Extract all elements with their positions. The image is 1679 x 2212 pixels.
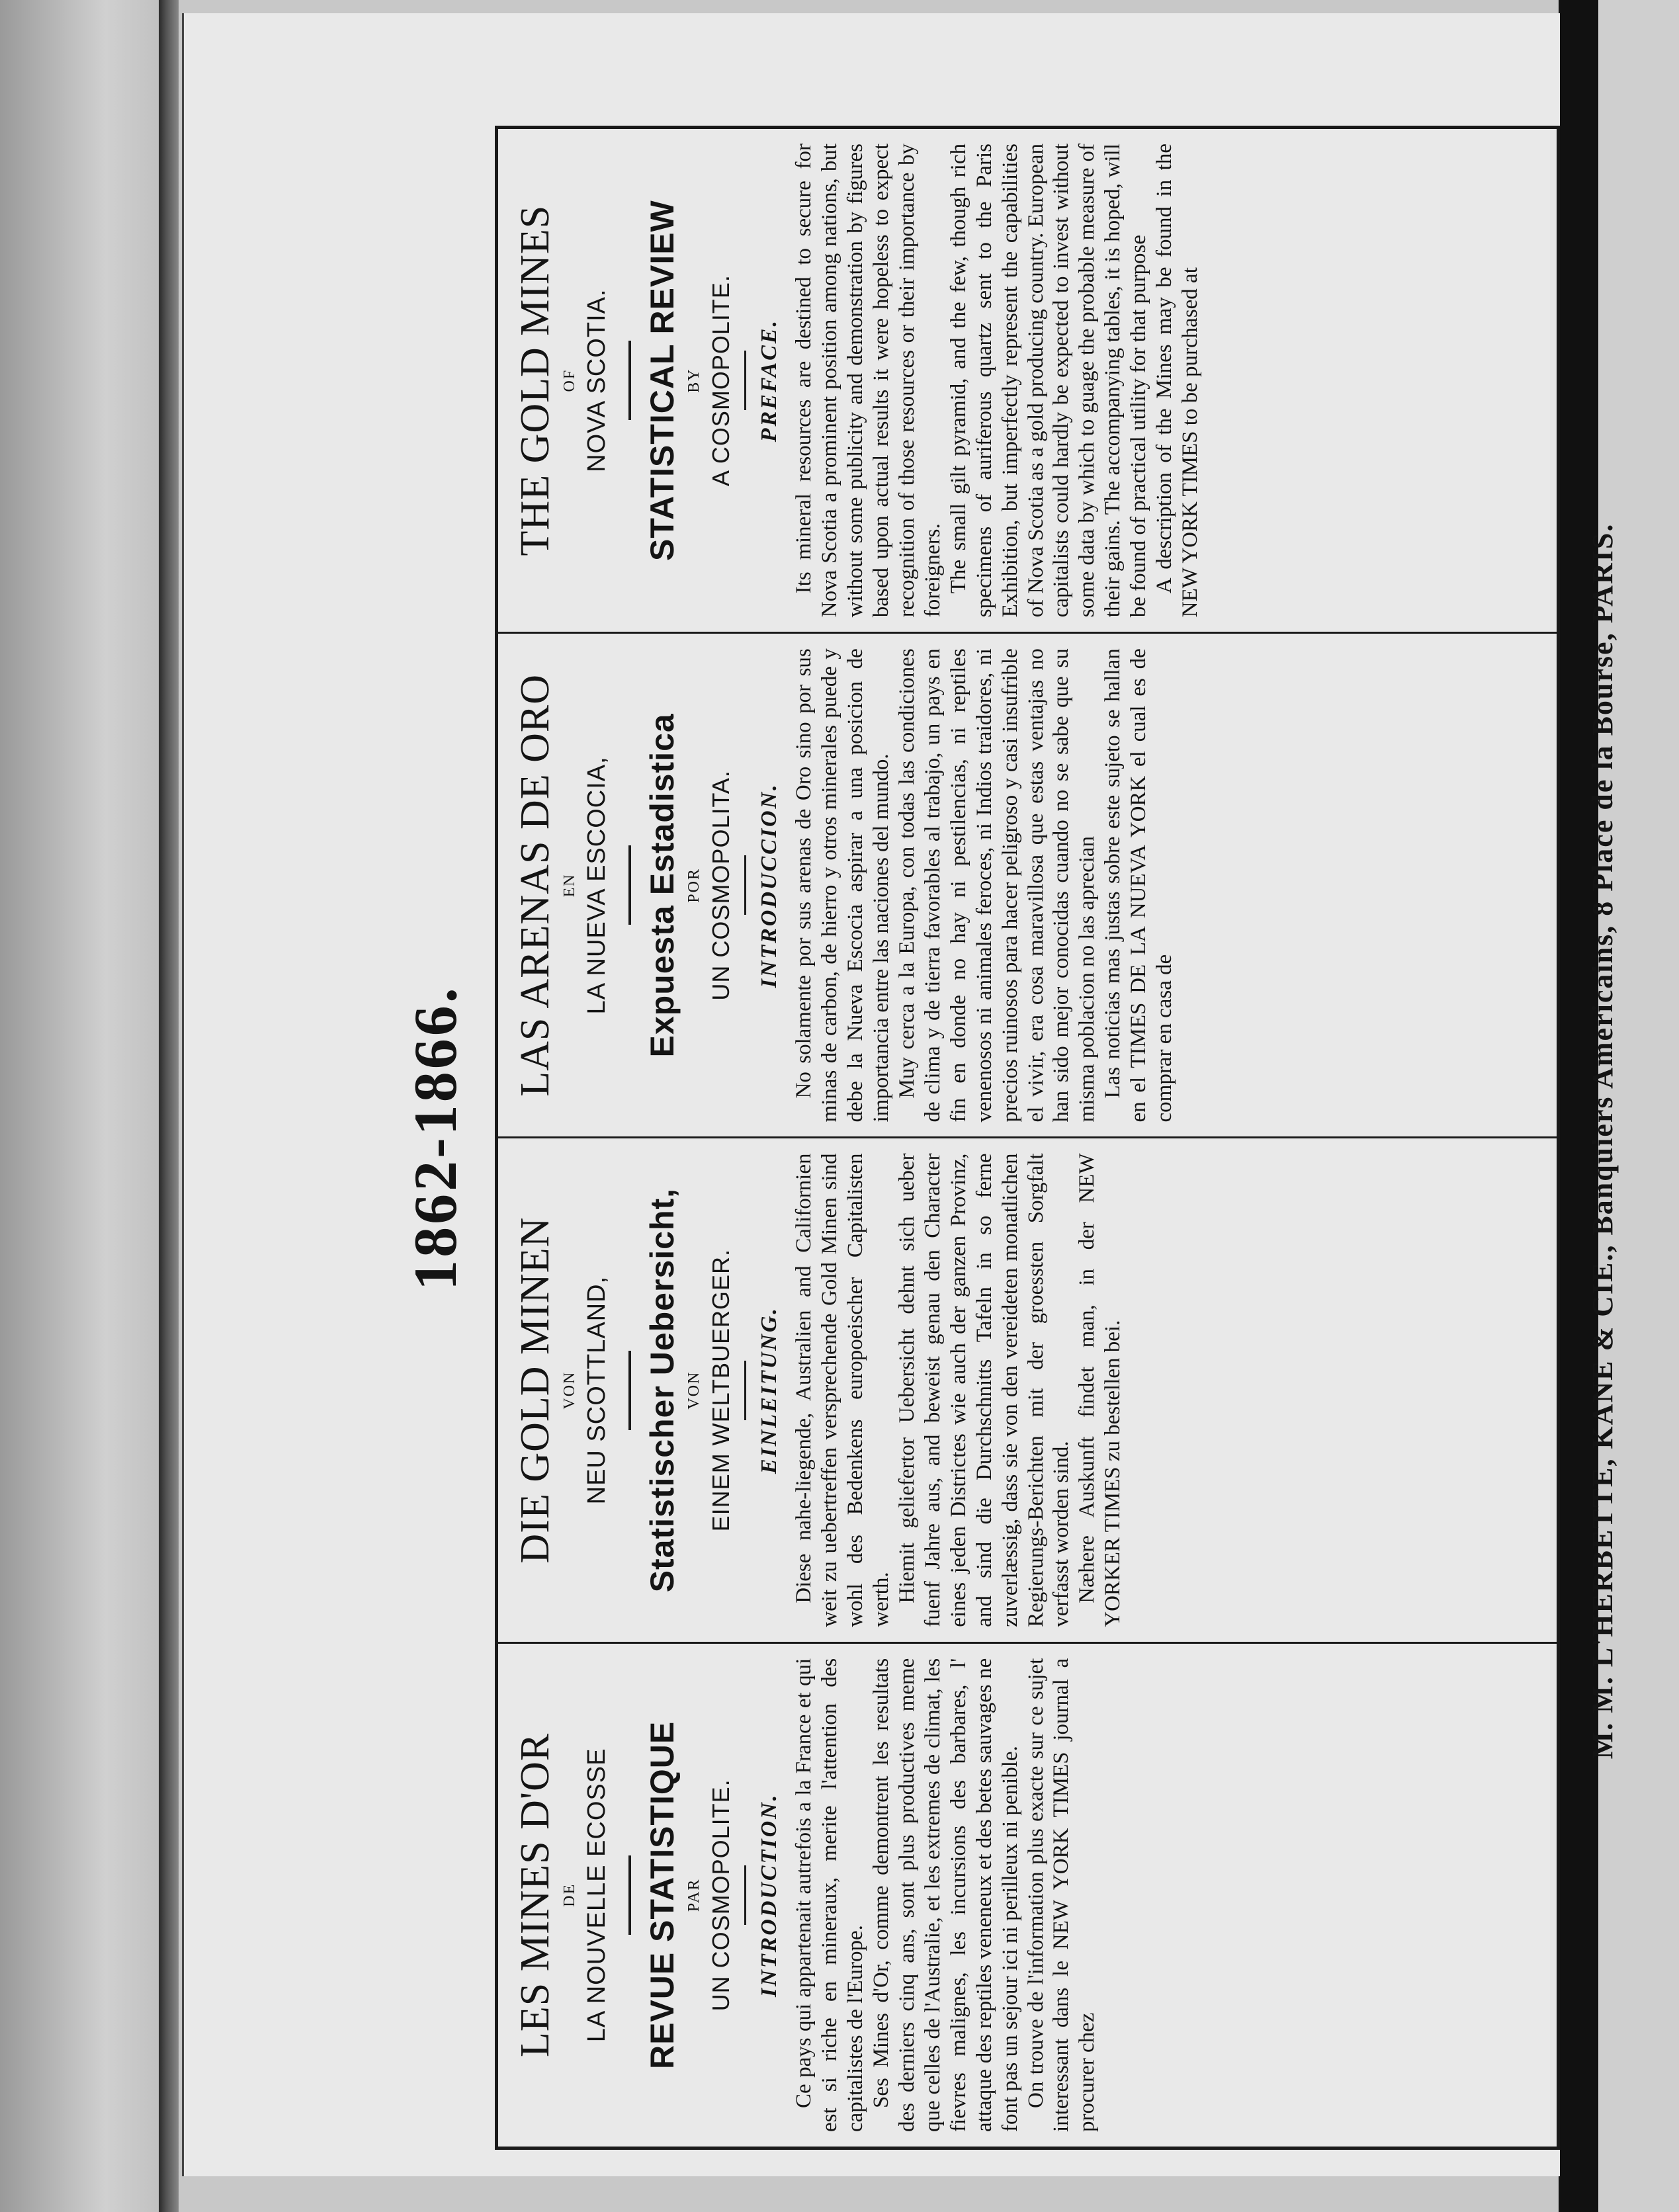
column-french [498,1642,1557,2147]
adjacent-page-edge [0,0,175,2212]
bankers-footer: M. M. L'HERBETTE, KANE & CIE., Banquiers Americains, 8 Place de la Bourse, PARIS. [1586,523,1619,1760]
paragraph: The small gilt pyramid, and the few, though rich specimens of auriferous quartz sent to the Paris Exhibition, but imperfectly represent the capabilities of Nova Scotia as a gold producing country. European capitalists could hardly be expected to invest without some data by which to guage the probable measure of their gains. The accompanying tables, it is hoped, will be found of practical utility for that purpose [946,144,1151,618]
column-spanish [498,632,1557,1136]
column-body [791,1658,1100,2132]
column-by: PAR [685,1878,703,1912]
paragraph: No solamente por sus arenas de Oro sino por sus minas de carbon, de hierro y otros minerales puede y debe la Nueva Escocia aspirar a una posicion de importancia entre las naciones del mundo. [792,648,893,1123]
column-by: VON [685,1371,703,1410]
divider [744,1361,746,1420]
column-preposition: OF [561,368,579,392]
divider [744,855,746,915]
column-author: EINEM WELTBUERGER. [707,1248,735,1532]
divider [744,351,746,410]
column-author: UN COSMOPOLITA. [707,770,735,1001]
column-country: LA NOUVELLE ECOSSE [583,1748,611,2043]
column-preposition: VON [561,1371,579,1410]
paragraph: Muy cerca a la Europa, con todas las condiciones de clima y de tierra favorables al trabajo, un pays en fin en donde no hay ni pestilencias, ni reptiles venenosos ni animales feroces, ni Indios traidores, ni precios ruinosos para hacer peligroso y casi insufrible el vivir, era cosa maravillosa que estas ventajas no han sido mejor conocidas cuando no se sabe que su misma poblacion no las aprecian [894,648,1099,1123]
column-title: THE GOLD MINES [513,204,558,556]
divider [628,341,631,420]
divider [628,845,631,925]
column-author: UN COSMOPOLITE. [707,1779,735,2012]
column-body [791,144,1203,617]
column-by: BY [685,368,703,393]
column-author: A COSMOPOLITE. [707,275,735,487]
column-by: POR [685,868,703,903]
column-review-title: REVUE STATISTIQUE [644,1721,681,2070]
rotated-content [382,86,1679,2190]
paragraph: Diese nahe-liegende, Australien and Californien weit zu uebertreffen versprechende Gold Minen sind wohl des Bedenkens europoeischer Capitalisten werth. [792,1153,893,1627]
column-country: NOVA SCOTIA. [583,288,611,472]
divider [744,1865,746,1925]
column-body [791,1154,1126,1627]
column-preposition: EN [561,873,579,898]
paragraph: Næhere Auskunft findet man, in der NEW YORKER TIMES zu bestellen bei. [1075,1153,1125,1627]
four-language-columns [495,126,1560,2150]
paragraph: Ce pays qui appartenait autrefois a la France et qui est si riche en mineraux, merite l'attention des capitalistes de l'Europe. [792,1658,867,2132]
printed-page [182,13,1619,2176]
section-heading: PREFACE. [757,319,782,443]
column-title: DIE GOLD MINEN [513,1216,558,1564]
paragraph: Hiemit geliefertor Uebersicht dehnt sich ueber fuenf Jahre aus, and beweist genau den Character eines jeden Districtes wie auch der ganzen Provinz, and sind die Durchschnitts Tafeln in so ferne zuverlæssig, dass sie von den vereideten monatlichen Regierungs-Berichten mit der groessten Sorgfalt verfasst worden sind. [894,1153,1074,1627]
column-english [498,129,1557,632]
column-preposition: DE [561,1883,579,1907]
date-range-heading: 1862-1866. [402,985,469,1291]
paragraph: On trouve de l'information plus exacte sur ce sujet interessant dans le NEW YORK TIMES journal a procurer chez [1023,1658,1099,2132]
section-heading: INTRODUCCION. [757,783,782,988]
column-review-title: STATISTICAL REVIEW [644,200,681,562]
column-body [791,648,1178,1122]
column-german [498,1137,1557,1642]
column-title: LAS ARENAS DE ORO [513,673,558,1097]
divider [628,1351,631,1430]
paragraph: Ses Mines d'Or, comme demontrent les resultats des derniers cinq ans, sont plus productives meme que celles de l'Australie, et les extremes de climat, les fievres malignes, les incursions des barbares, l' attaque des reptiles veneneux et des betes sauvages ne font pas un sejour ici ni perilleux ni penible. [869,1658,1022,2132]
paragraph: Its mineral resources are destined to secure for Nova Scotia a prominent position among nations, but without some publicity and demonstration by figures based upon actual results it were hopeless to expect recognition of those resources or their importance by foreigners. [792,144,945,618]
column-review-title: Statistischer Uebersicht, [644,1187,681,1593]
paragraph: A description of the Mines may be found in the NEW YORK TIMES to be purchased at [1152,144,1203,618]
divider [628,1855,631,1935]
section-heading: EINLEITUNG. [757,1306,782,1474]
binding-fold [159,0,179,2212]
section-heading: INTRODUCTION. [757,1793,782,1997]
column-country: LA NUEVA ESCOCIA, [583,756,611,1015]
column-review-title: Expuesta Estadistica [644,713,681,1058]
paragraph: Las noticias mas justas sobre este sujeto se hallan en el TIMES DE LA NUEVA YORK el cual es de comprar en casa de [1101,648,1177,1123]
column-title: LES MINES D'OR [513,1732,558,2057]
column-country: NEU SCOTTLAND, [583,1275,611,1505]
